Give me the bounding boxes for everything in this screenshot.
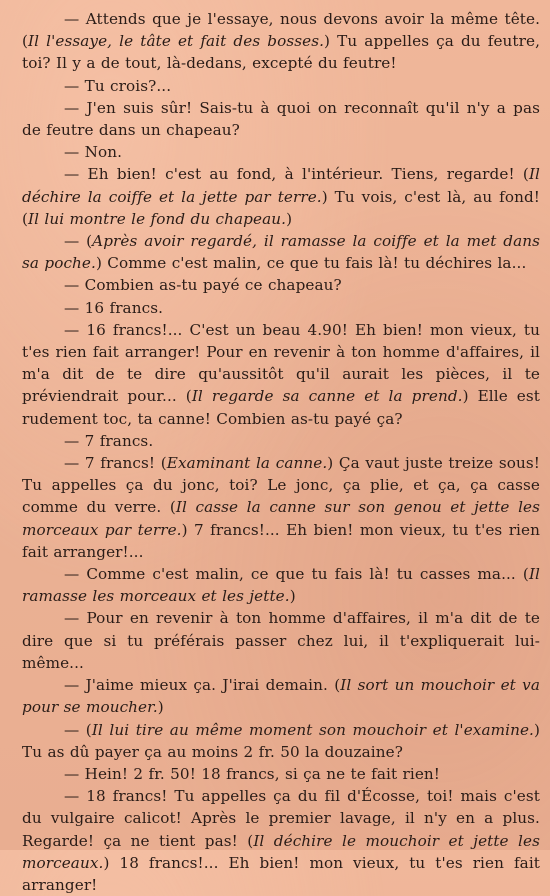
paragraph: [22, 563, 540, 607]
dialogue-text: ): [157, 698, 164, 717]
dialogue-text: — (: [64, 720, 92, 739]
paragraph: [22, 319, 540, 430]
stage-direction: Il lui tire au même moment son mouchoir et l'examine.: [91, 720, 534, 739]
stage-direction: Il l'essaye, le tâte et fait des bosses.: [28, 32, 325, 51]
dialogue-text: — Eh bien! c'est au fond, à l'intérieur. Tiens, regarde! (: [64, 165, 529, 184]
dialogue-text: ) Tu appelles ça du feutre, toi? Il y a de tout, là-dedans, excepté du feutre!: [22, 32, 540, 73]
stage-direction: Après avoir regardé, il ramasse la coiffe et la met dans sa poche.: [22, 232, 540, 273]
paragraph: [22, 297, 540, 319]
dialogue-text: ) Elle est rudement toc, ta canne! Combien as-tu payé ça?: [22, 387, 540, 428]
dialogue-text: — 16 francs.: [64, 298, 164, 317]
dialogue-text: ) Tu vois, c'est là, au fond! (: [22, 187, 540, 228]
paragraph: [22, 785, 540, 896]
stage-direction: Il casse la canne sur son genou et jette les morceaux par terre.: [22, 498, 541, 539]
stage-direction: Examinant la canne.: [166, 454, 328, 473]
paragraph: [22, 430, 540, 452]
paragraph: [22, 452, 540, 563]
dialogue-text: — Pour en revenir à ton homme d'affaires, il m'a dit de te dire que si tu préférais passer chez lui, il t'expliquerait lui-même...: [22, 609, 540, 672]
stage-direction: Il déchire le mouchoir et jette les morceaux.: [22, 831, 540, 872]
dialogue-text: — J'aime mieux ça. J'irai demain. (: [64, 676, 341, 695]
dialogue-text: — 7 francs.: [64, 431, 154, 450]
stage-direction: Il sort un mouchoir et va pour se moucher.: [22, 676, 541, 717]
dialogue-text: — Attends que je l'essaye, nous devons avoir la même tête. (: [22, 10, 540, 51]
paragraph: [22, 607, 540, 674]
dialogue-text: ) Tu as dû payer ça au moins 2 fr. 50 la douzaine?: [22, 720, 541, 761]
dialogue-text: ) 18 francs!... Eh bien! mon vieux, tu t'es rien fait arranger!: [22, 853, 540, 894]
dialogue-text: ) Ça vaut juste treize sous! Tu appelles ça du jonc, toi? Le jonc, ça plie, et ça, ça casse comme du verre. (: [22, 454, 540, 517]
dialogue-text: — Comme c'est malin, ce que tu fais là! tu casses ma... (: [64, 565, 529, 584]
stage-direction: Il déchire la coiffe et la jette par terre.: [22, 165, 540, 206]
stage-direction: Il lui montre le fond du chapeau.: [28, 209, 287, 228]
dialogue-text: — Tu crois?...: [64, 76, 172, 95]
paragraph: [22, 674, 540, 718]
dialogue-text: — 7 francs! (: [64, 454, 167, 473]
dialogue-text: — Combien as-tu payé ce chapeau?: [64, 276, 342, 295]
dialogue-text: ): [286, 209, 293, 228]
dialogue-text: ) Comme c'est malin, ce que tu fais là! tu déchires la...: [95, 254, 527, 273]
paragraph: [22, 8, 540, 75]
text-block: [22, 8, 540, 896]
dialogue-text: — Non.: [64, 143, 123, 162]
paragraph: [22, 163, 540, 230]
paragraph: [22, 97, 540, 141]
paragraph: [22, 141, 540, 163]
paragraph: [22, 763, 540, 785]
paragraph: [22, 274, 540, 296]
dialogue-text: ): [289, 587, 296, 606]
dialogue-text: — 18 francs! Tu appelles ça du fil d'Écosse, toi! mais c'est du vulgaire calicot! Après le premier lavage, il n'y en a plus. Regarde! ça ne tient pas! (: [22, 787, 540, 850]
stage-direction: Il ramasse les morceaux et les jette.: [22, 565, 540, 606]
dialogue-text: — (: [64, 232, 93, 251]
dialogue-text: ) 7 francs!... Eh bien! mon vieux, tu t'es rien fait arranger!...: [22, 520, 540, 561]
paragraph: [22, 75, 540, 97]
paragraph: [22, 719, 540, 763]
dialogue-text: — 16 francs!... C'est un beau 4.90! Eh bien! mon vieux, tu t'es rien fait arranger! Pour en revenir à ton homme d'affaires, il m'a dit de te dire qu'aussitôt qu'il aurait les pièces, il te préviendrait pour... (: [22, 320, 540, 406]
paragraph: [22, 230, 540, 274]
dialogue-text: — J'en suis sûr! Sais-tu à quoi on reconnaît qu'il n'y a pas de feutre dans un chapeau?: [22, 98, 540, 140]
dialogue-text: — Hein! 2 fr. 50! 18 francs, si ça ne te fait rien!: [64, 764, 440, 783]
stage-direction: Il regarde sa canne et la prend.: [191, 387, 463, 406]
